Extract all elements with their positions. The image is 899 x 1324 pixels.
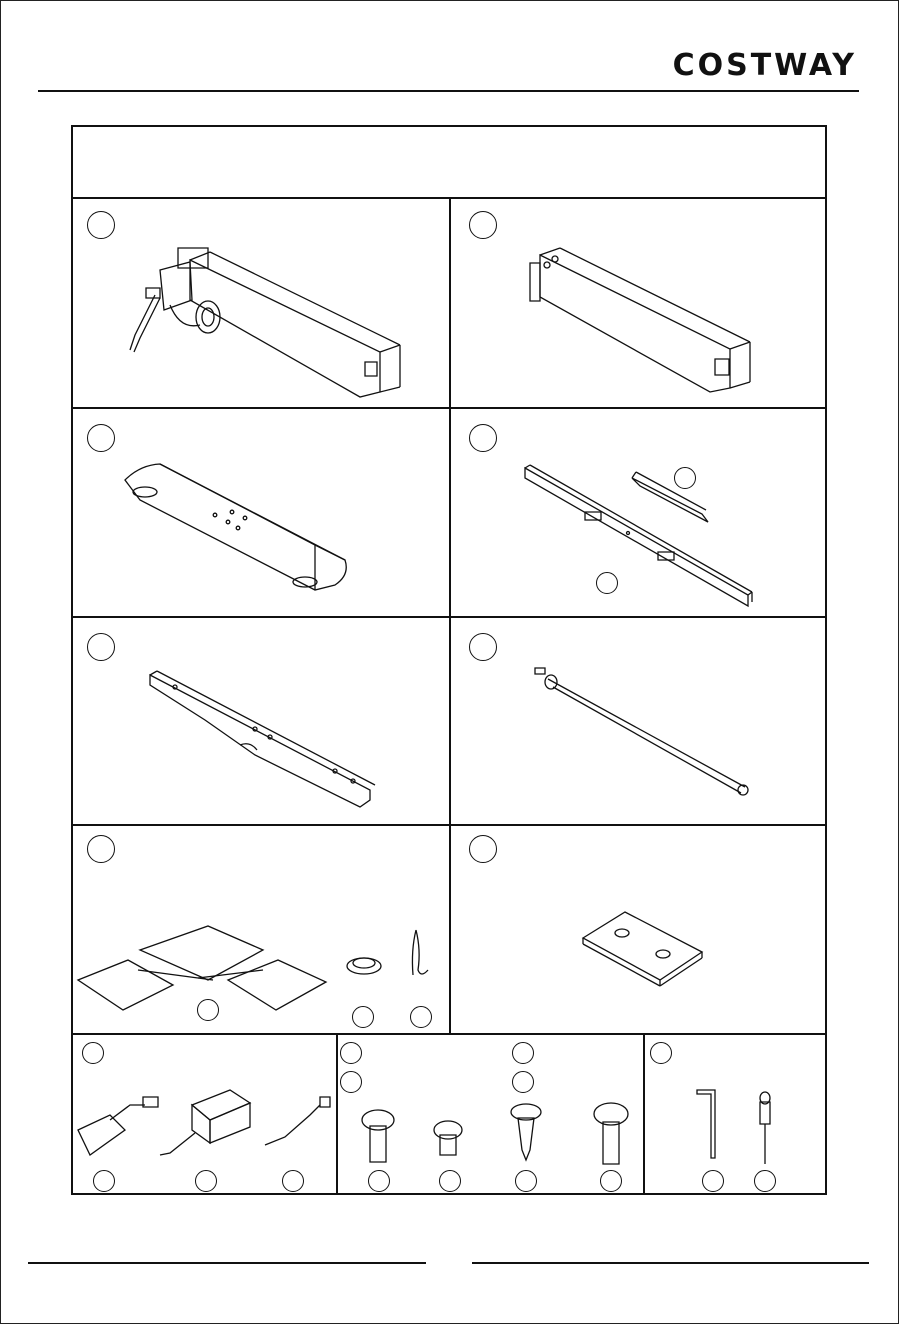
part-f-label-circle bbox=[469, 633, 497, 661]
header-divider bbox=[38, 90, 859, 92]
part-e-label-circle bbox=[87, 633, 115, 661]
part-j-label-circle bbox=[340, 1071, 362, 1093]
tools-illustration bbox=[695, 1088, 775, 1168]
part-g3-label-circle bbox=[410, 1006, 432, 1028]
part-j1-label-circle bbox=[368, 1170, 390, 1192]
part-i3-label-circle bbox=[282, 1170, 304, 1192]
part-i1-label-circle bbox=[93, 1170, 115, 1192]
part-k-label-circle bbox=[650, 1042, 672, 1064]
part-k1-label-circle bbox=[702, 1170, 724, 1192]
part-g-label-circle bbox=[87, 835, 115, 863]
part-c-label-circle bbox=[87, 424, 115, 452]
hex-shaft-illustration bbox=[533, 665, 758, 800]
grid-divider bbox=[73, 407, 825, 409]
part-j2-label-circle bbox=[439, 1170, 461, 1192]
brand-logo: COSTWAY bbox=[672, 48, 857, 83]
part-j-label-circle bbox=[340, 1042, 362, 1064]
lifting-column-illustration bbox=[525, 245, 755, 395]
electric-lifting-column-illustration bbox=[120, 240, 400, 400]
footer-divider-right bbox=[472, 1262, 869, 1264]
part-g1-label-circle bbox=[197, 999, 219, 1021]
grid-divider bbox=[73, 824, 825, 826]
part-i-label-circle bbox=[82, 1042, 104, 1064]
part-j3-label-circle bbox=[515, 1170, 537, 1192]
mounting-plate-illustration bbox=[580, 908, 705, 988]
footer-divider-left bbox=[28, 1262, 426, 1264]
part-j-label-circle bbox=[512, 1042, 534, 1064]
crossbeams-illustration bbox=[520, 460, 755, 610]
part-b-label-circle bbox=[469, 211, 497, 239]
parts-list-title-row bbox=[73, 127, 825, 199]
part-i2-label-circle bbox=[195, 1170, 217, 1192]
grid-divider bbox=[73, 1033, 825, 1035]
part-j4-label-circle bbox=[600, 1170, 622, 1192]
desktop-panels-illustration bbox=[78, 920, 438, 1020]
part-k2-label-circle bbox=[754, 1170, 776, 1192]
part-j-label-circle bbox=[512, 1071, 534, 1093]
part-d-label-circle bbox=[469, 424, 497, 452]
screws-illustration bbox=[358, 1100, 638, 1170]
foot-base-illustration bbox=[120, 460, 360, 595]
part-g2-label-circle bbox=[352, 1006, 374, 1028]
grid-divider bbox=[73, 616, 825, 618]
part-d2-label-circle bbox=[596, 572, 618, 594]
control-box-adapter-cable-illustration bbox=[75, 1085, 335, 1170]
support-bracket-illustration bbox=[145, 665, 375, 815]
part-h-label-circle bbox=[469, 835, 497, 863]
part-d1-label-circle bbox=[674, 467, 696, 489]
grid-divider bbox=[336, 1033, 338, 1193]
grid-divider bbox=[643, 1033, 645, 1193]
part-a-label-circle bbox=[87, 211, 115, 239]
